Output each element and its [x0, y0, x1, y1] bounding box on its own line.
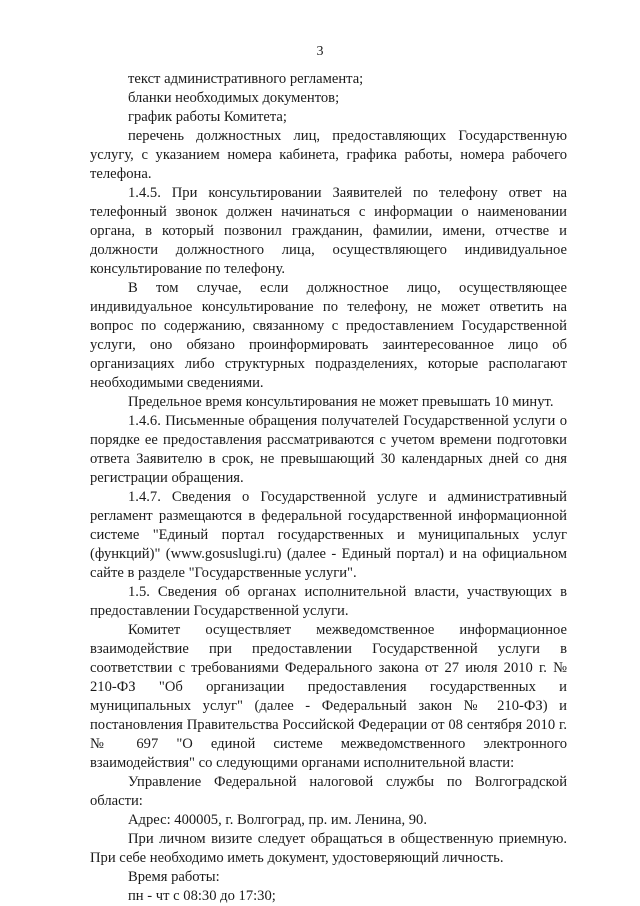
- paragraph-time-limit: Предельное время консультирования не может превышать 10 минут.: [128, 394, 554, 410]
- paragraph-1-4-5: 1.4.5. При консультировании Заявителей по телефону ответ на телефонный звонок должен начинаться с информации о наименовании органа, в который позвонил гражданин, фамилии, имени, отчестве и должности должностного лица, осуществляющего индивидуальное консультирование по телефону.: [90, 185, 567, 277]
- paragraph-1-4-7: 1.4.7. Сведения о Государственной услуге и административный регламент размещаются в федеральной государственной информационной системе "Единый портал государственных и муниципальных услуг (функций)" (www.gosuslugi.ru) (далее - Единый портал) и на официальном сайте в разделе "Государственные услуги".: [90, 489, 567, 581]
- paragraph-1-5: 1.5. Сведения об органах исполнительной власти, участвующих в предоставлении Государственной услуги.: [90, 584, 567, 619]
- paragraph-personal-visit: При личном визите следует обращаться в общественную приемную. При себе необходимо иметь документ, удостоверяющий личность.: [90, 831, 567, 866]
- paragraph-working-hours: пн - чт с 08:30 до 17:30;: [128, 888, 276, 904]
- paragraph-interaction: Комитет осуществляет межведомственное информационное взаимодействие при предоставлении Государственной услуги в соответствии с требованиями Федерального закона от 27 июля 2010 г. № 210-ФЗ "Об организации предоставления государственных и муниципальных услуг" (далее - Федеральный закон № 210-ФЗ) и постановления Правительства Российской Федерации от 08 сентября 2010 г. № 697 "О единой системе межведомственного электронного взаимодействия" со следующими органами исполнительной власти:: [90, 622, 567, 771]
- document-body: [90, 70, 567, 906]
- page-number: 3: [316, 44, 324, 59]
- list-item-officials: перечень должностных лиц, предоставляющих Государственную услугу, с указанием номера кабинета, графика работы, номера рабочего телефона.: [90, 128, 567, 182]
- paragraph-tax-service: Управление Федеральной налоговой службы по Волгоградской области:: [90, 774, 567, 809]
- paragraph-working-hours-label: Время работы:: [128, 869, 220, 885]
- paragraph-1-4-6: 1.4.6. Письменные обращения получателей Государственной услуги о порядке ее предоставления рассматриваются с учетом времени подготовки ответа Заявителю в срок, не превышающий 30 календарных дней со дня регистрации обращения.: [90, 413, 567, 486]
- list-item-document-forms: бланки необходимых документов;: [128, 90, 340, 106]
- paragraph-redirect-case: В том случае, если должностное лицо, осуществляющее индивидуальное консультирование по телефону, не может ответить на вопрос по содержанию, связанному с предоставлением Государственной услуги, оно обязано проинформировать заинтересованное лицо об организациях либо структурных подразделениях, которые располагают необходимыми сведениями.: [90, 280, 567, 391]
- list-item-committee-schedule: график работы Комитета;: [128, 109, 287, 125]
- paragraph-address: Адрес: 400005, г. Волгоград, пр. им. Ленина, 90.: [128, 812, 427, 828]
- list-item-regulation-text: текст административного регламента;: [128, 71, 364, 87]
